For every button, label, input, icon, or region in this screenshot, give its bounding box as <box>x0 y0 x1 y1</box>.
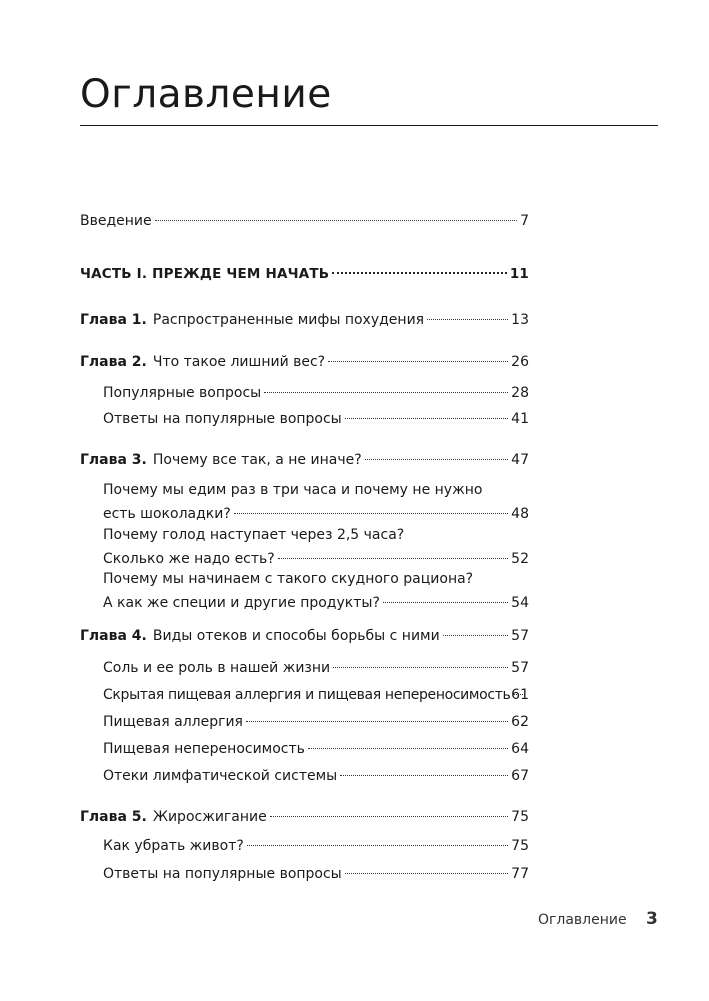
toc-page-number: 75 <box>511 838 529 854</box>
toc-entry-title: Введение <box>80 213 152 229</box>
dot-leader <box>365 459 509 460</box>
dot-leader <box>345 418 508 419</box>
toc-entry-title-line2: есть шоколадки? <box>103 506 231 522</box>
toc-page-number: 28 <box>511 385 529 401</box>
toc-entry-chapter-1[interactable] <box>80 308 529 332</box>
dot-leader <box>383 602 508 603</box>
dot-leader <box>247 845 508 846</box>
dot-leader <box>328 361 508 362</box>
toc-page-number: 48 <box>511 506 529 522</box>
toc-entry-title: Почему все так, а не иначе? <box>152 452 362 468</box>
toc-page-number: 75 <box>511 809 529 825</box>
toc-entry-title-line2: Сколько же надо есть? <box>103 551 275 567</box>
toc-page-number: 67 <box>511 768 529 784</box>
toc-entry-ch3-hunger[interactable] <box>103 523 529 571</box>
toc-entry-part-1[interactable] <box>80 262 529 286</box>
toc-entry-title-line1: Почему мы начинаем с такого скудного рациона? <box>103 571 474 587</box>
toc-entry-ch4-food-intolerance[interactable] <box>103 737 529 761</box>
toc-entry-title: Соль и ее роль в нашей жизни <box>103 660 331 676</box>
page-title: Оглавление <box>80 72 332 117</box>
dot-leader <box>513 694 523 695</box>
toc-entry-title: Виды отеков и способы борьбы с ними <box>152 628 440 644</box>
toc-page-number: 7 <box>520 213 529 229</box>
dot-leader <box>278 558 508 559</box>
toc-entry-ch4-hidden-allergy[interactable] <box>103 683 529 707</box>
dot-leader <box>333 667 508 668</box>
toc-entry-title: Жиросжигание <box>152 809 267 825</box>
toc-page-number: 57 <box>511 628 529 644</box>
dot-leader <box>427 319 508 320</box>
running-footer-label: Оглавление <box>538 912 627 928</box>
page-number: 3 <box>646 909 658 929</box>
toc-entry-ch3-three-hours[interactable] <box>103 478 529 526</box>
dot-leader <box>340 775 508 776</box>
toc-entry-title: Скрытая пищевая аллергия и пищевая непереносимость <box>103 687 511 703</box>
toc-entry-title-line1: Почему мы едим раз в три часа и почему не нужно <box>103 482 483 498</box>
toc-entry-title: ЧАСТЬ I. ПРЕЖДЕ ЧЕМ НАЧАТЬ <box>80 266 330 282</box>
chapter-label: Глава 2. <box>80 354 147 370</box>
chapter-label: Глава 1. <box>80 312 147 328</box>
toc-entry-chapter-5[interactable] <box>80 805 529 829</box>
toc-page-number: 13 <box>511 312 529 328</box>
toc-page-number: 54 <box>511 595 529 611</box>
toc-entry-ch2-answers[interactable] <box>103 407 529 431</box>
dot-leader <box>270 816 508 817</box>
toc-page-number: 11 <box>509 266 529 282</box>
dot-leader <box>443 635 508 636</box>
toc-page-number: 57 <box>511 660 529 676</box>
toc-page-number: 77 <box>511 866 529 882</box>
toc-entry-ch2-popular-questions[interactable] <box>103 381 529 405</box>
chapter-label: Глава 3. <box>80 452 147 468</box>
toc-entry-title: Распространенные мифы похудения <box>152 312 425 328</box>
toc-entry-chapter-4[interactable] <box>80 624 529 648</box>
toc-entry-title: Пищевая аллергия <box>103 714 243 730</box>
dot-leader <box>345 873 508 874</box>
toc-entry-ch3-diet[interactable] <box>103 567 529 615</box>
dot-leader <box>308 748 508 749</box>
toc-entry-chapter-3[interactable] <box>80 448 529 472</box>
dot-leader <box>155 220 517 221</box>
toc-entry-ch4-salt[interactable] <box>103 656 529 680</box>
chapter-label: Глава 4. <box>80 628 147 644</box>
toc-entry-title: Пищевая непереносимость <box>103 741 305 757</box>
dot-leader <box>332 272 507 274</box>
dot-leader <box>234 513 508 514</box>
toc-entry-title: Как убрать живот? <box>103 838 244 854</box>
chapter-label: Глава 5. <box>80 809 147 825</box>
toc-entry-intro[interactable] <box>80 209 529 233</box>
dot-leader <box>264 392 508 393</box>
toc-entry-title-line2: А как же специи и другие продукты? <box>103 595 380 611</box>
toc-page-number: 52 <box>511 551 529 567</box>
toc-page-number: 61 <box>511 687 529 703</box>
toc-entry-title: Популярные вопросы <box>103 385 262 401</box>
toc-entry-title: Ответы на популярные вопросы <box>103 411 342 427</box>
toc-entry-ch5-belly[interactable] <box>103 834 529 858</box>
toc-page-number: 41 <box>511 411 529 427</box>
toc-entry-ch5-answers[interactable] <box>103 862 529 886</box>
toc-entry-chapter-2[interactable] <box>80 350 529 374</box>
toc-entry-ch4-lymph[interactable] <box>103 764 529 788</box>
toc-page-number: 64 <box>511 741 529 757</box>
toc-page-number: 47 <box>511 452 529 468</box>
toc-page-number: 62 <box>511 714 529 730</box>
dot-leader <box>246 721 508 722</box>
toc-entry-title: Ответы на популярные вопросы <box>103 866 342 882</box>
toc-entry-title-line1: Почему голод наступает через 2,5 часа? <box>103 527 405 543</box>
toc-page-number: 26 <box>511 354 529 370</box>
toc-entry-title: Отеки лимфатической системы <box>103 768 338 784</box>
toc-entry-ch4-food-allergy[interactable] <box>103 710 529 734</box>
toc-entry-title: Что такое лишний вес? <box>152 354 326 370</box>
